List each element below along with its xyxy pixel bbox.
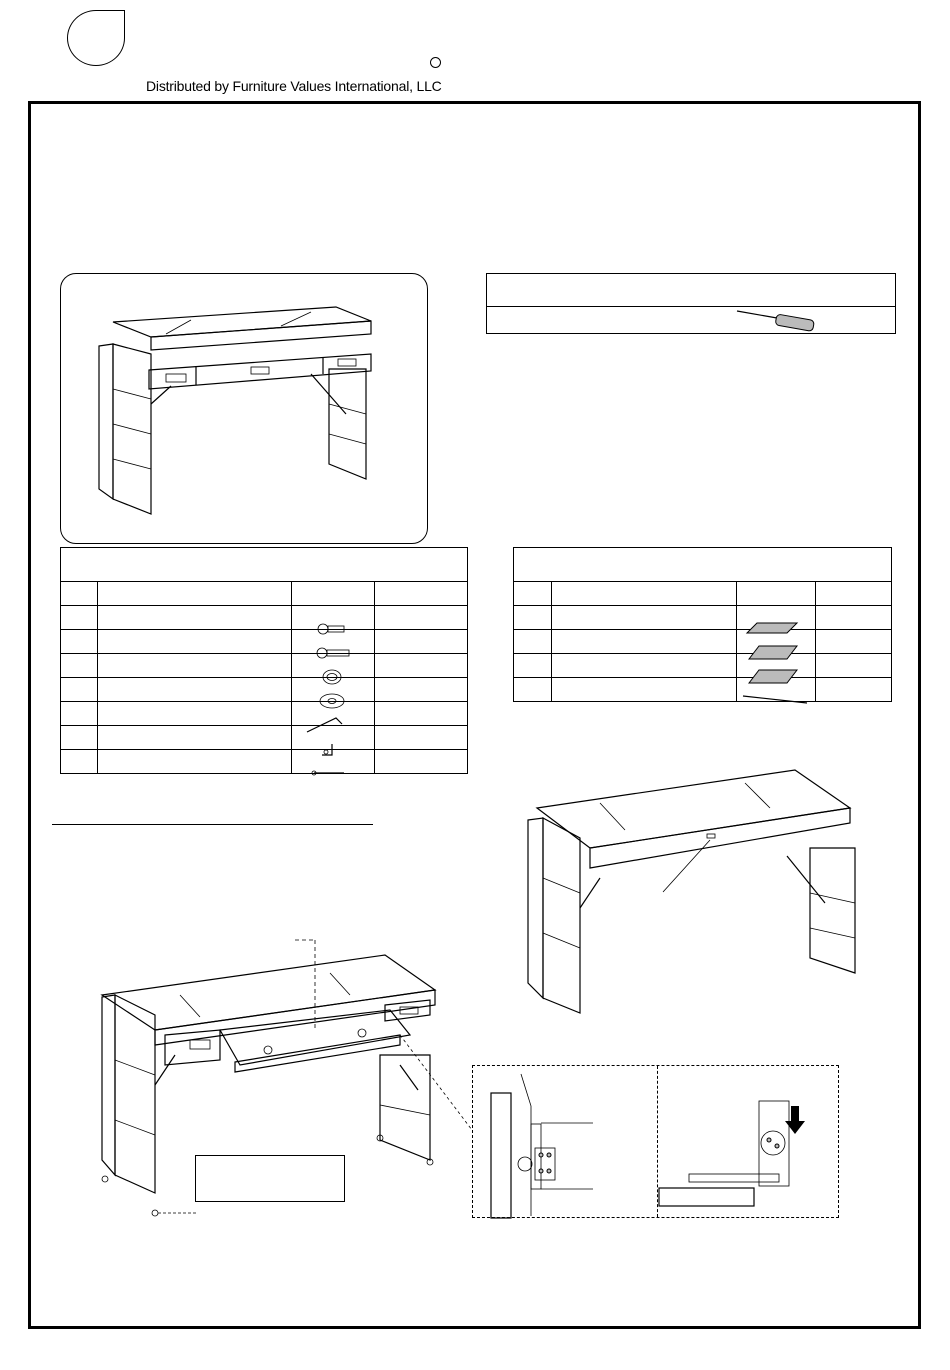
table-row [514, 606, 892, 630]
table-row [514, 678, 892, 702]
table-row [61, 750, 468, 774]
detail-inset-box [472, 1065, 839, 1218]
table-row [61, 678, 468, 702]
rail-icon [737, 690, 815, 712]
parts-table-title [514, 548, 892, 582]
hardware-table-header [61, 582, 468, 606]
step-heading-rule [52, 824, 373, 825]
flat-washer-icon [292, 690, 374, 712]
callout-box [195, 1155, 345, 1202]
drawer-panel-icon [737, 666, 815, 688]
drawer-panel-icon [737, 642, 815, 664]
hardware-table-title [61, 548, 468, 582]
hinge-detail-illustration [473, 1066, 840, 1219]
registered-mark [430, 57, 441, 68]
table-row [514, 630, 892, 654]
table-row [61, 654, 468, 678]
screwdriver-icon [487, 274, 897, 335]
product-illustration-box [60, 273, 428, 544]
table-row [61, 702, 468, 726]
parts-list-table [513, 547, 892, 702]
wood-screw-icon [292, 762, 374, 784]
desk-illustration [61, 274, 429, 545]
hardware-list-table [60, 547, 468, 774]
drawer-front-icon [737, 618, 815, 640]
brand-logo [67, 10, 125, 66]
l-bracket-icon [292, 738, 374, 760]
lock-washer-icon [292, 666, 374, 688]
desk-drawer-removed-illustration [525, 768, 865, 1018]
parts-table-header [514, 582, 892, 606]
table-row [514, 654, 892, 678]
table-row [61, 606, 468, 630]
allen-key-icon [292, 714, 374, 736]
tools-box [486, 273, 896, 334]
table-row [61, 630, 468, 654]
bolt-icon [292, 618, 374, 640]
long-bolt-icon [292, 642, 374, 664]
table-row [61, 726, 468, 750]
distributor-text: Distributed by Furniture Values International, LLC [146, 78, 442, 94]
